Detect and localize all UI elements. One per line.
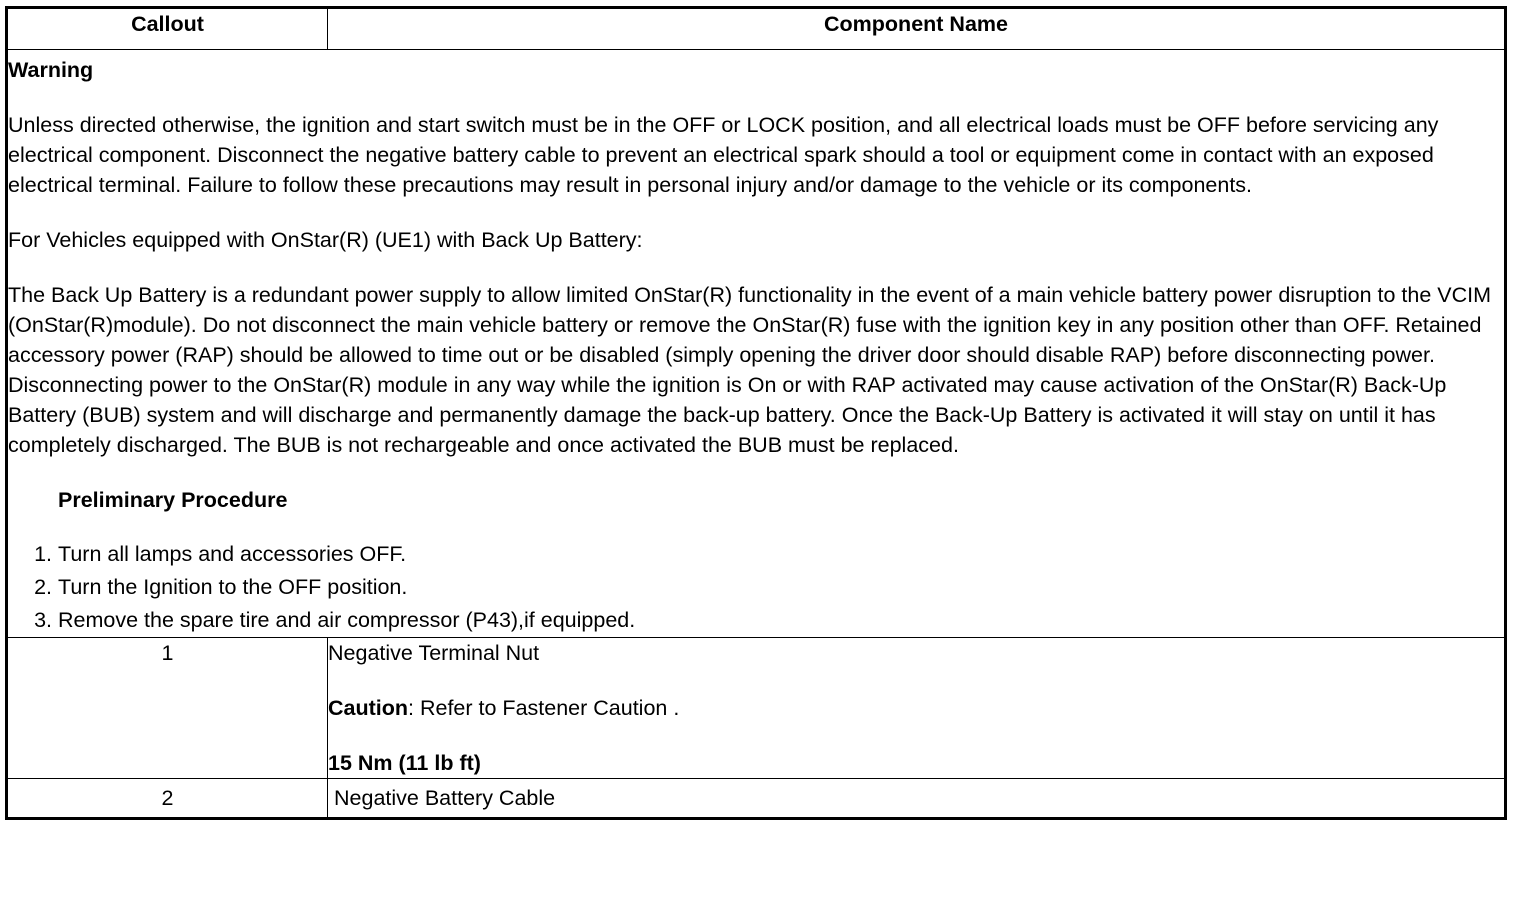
table-row — [7, 779, 1506, 819]
step-number: 2. — [34, 575, 52, 599]
step-text: Turn the Ignition to the OFF position. — [58, 575, 408, 599]
warning-title: Warning — [8, 58, 94, 82]
preliminary-procedure-title: Preliminary Procedure — [58, 488, 288, 512]
step-number: 1. — [34, 542, 52, 566]
component-cell — [328, 638, 1506, 779]
list-item — [34, 571, 1504, 604]
table-row — [7, 638, 1506, 779]
callout-column-header: Callout — [7, 8, 328, 50]
component-name: Negative Terminal Nut — [328, 641, 540, 665]
caution-label: Caution — [328, 696, 409, 720]
list-item — [34, 604, 1504, 637]
warning-cell — [7, 50, 1506, 638]
warning-paragraph-electrical: Unless directed otherwise, the ignition and start switch must be in the OFF or LOCK position, and all electrical loads must be OFF before servicing any electrical component. Disconnect the negative battery cable to prevent an electrical spark should a tool or equipment come in contact with an exposed electrical terminal. Failure to follow these precautions may result in personal injury and/or damage to the vehicle or its components. — [8, 113, 1439, 197]
procedure-table — [5, 6, 1507, 820]
table-header-row — [7, 8, 1506, 50]
preliminary-steps-list — [8, 538, 1504, 637]
warning-paragraph-backup-battery: The Back Up Battery is a redundant power supply to allow limited OnStar(R) functionality in the event of a main vehicle battery power disruption to the VCIM (OnStar(R)module). Do not disconnect the main vehicle battery or remove the OnStar(R) fuse with the ignition key in any position other than OFF. Retained accessory power (RAP) should be allowed to time out or be disabled (simply opening the driver door should disable RAP) before disconnecting power. Disconnecting power to the OnStar(R) module in any way while the ignition is On or with RAP activated may cause activation of the OnStar(R) Back-Up Battery (BUB) system and will discharge and permanently damage the back-up battery. Once the Back-Up Battery is activated it will stay on until it has completely discharged. The BUB is not rechargeable and once activated the BUB must be replaced. — [8, 283, 1492, 457]
callout-cell: 1 — [7, 638, 328, 779]
warning-paragraph-onstar-heading: For Vehicles equipped with OnStar(R) (UE1) with Back Up Battery: — [8, 228, 643, 252]
callout-cell: 2 — [7, 779, 328, 819]
step-text: Turn all lamps and accessories OFF. — [58, 542, 407, 566]
component-name-column-header: Component Name — [328, 8, 1506, 50]
step-number: 3. — [34, 608, 52, 632]
torque-spec: 15 Nm (11 lb ft) — [328, 751, 481, 775]
caution-text: : Refer to Fastener Caution . — [408, 696, 680, 720]
warning-row — [7, 50, 1506, 638]
component-cell: Negative Battery Cable — [328, 779, 1506, 819]
list-item — [34, 538, 1504, 571]
caution-line — [328, 693, 1504, 723]
step-text: Remove the spare tire and air compressor (P43),if equipped. — [58, 608, 636, 632]
